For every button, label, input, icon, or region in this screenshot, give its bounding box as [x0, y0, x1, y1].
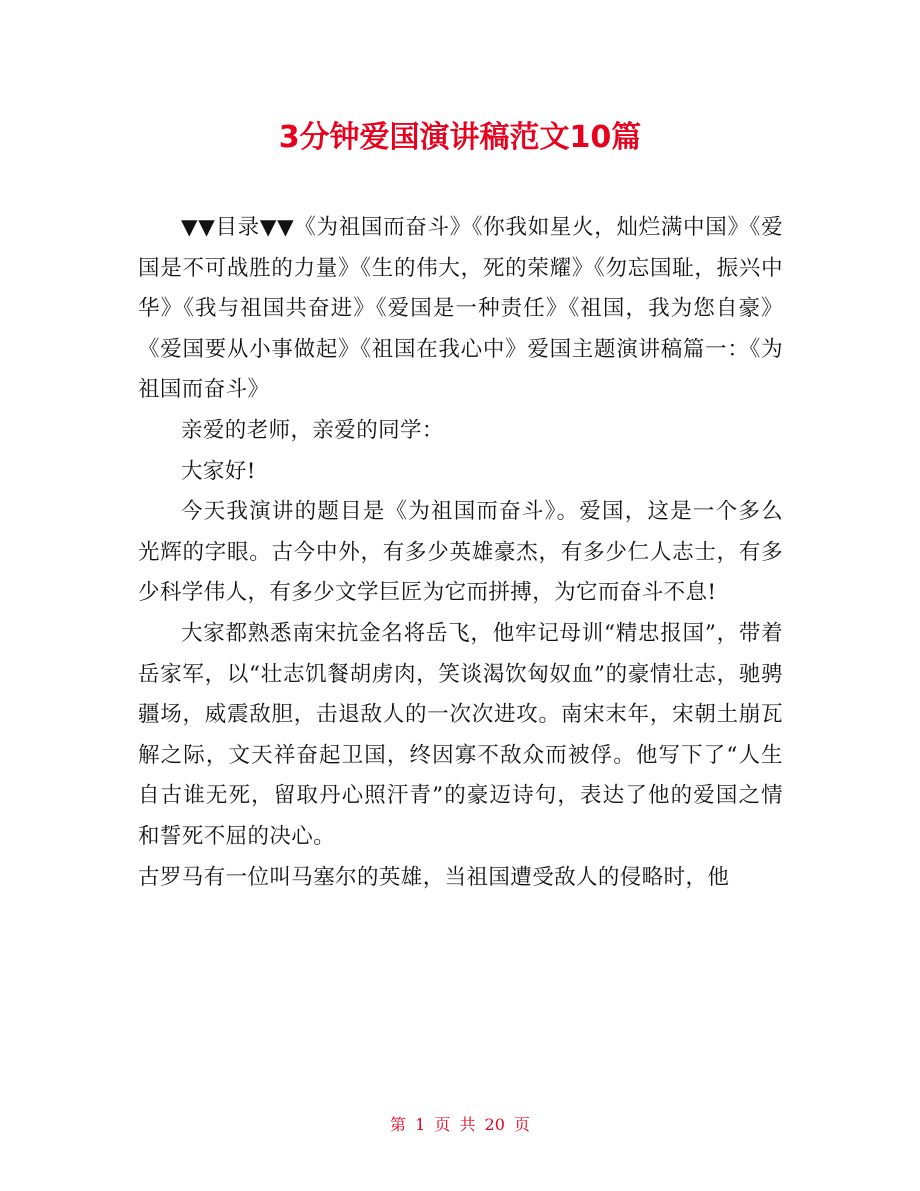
paragraph-toc: ▼▼目录▼▼《为祖国而奋斗》《你我如星火，灿烂满中国》《爱国是不可战胜的力量》《生的伟大，死的荣耀》《勿忘国耻，振兴中华》《我与祖国共奋进》《爱国是一种责任》《祖国，我为您自豪》《爱国要从小事做起》《祖国在我心中》爱国主题演讲稿篇一：《为祖国而奋斗》: [138, 215, 783, 403]
document-title: 3分钟爱国演讲稿范文10篇: [278, 120, 642, 155]
paragraph-marcel: 古罗马有一位叫马塞尔的英雄，当祖国遭受敌人的侵略时，他: [138, 864, 730, 890]
paragraph-salutation: 亲爱的老师，亲爱的同学：: [181, 417, 444, 443]
paragraph-greeting: 大家好!: [181, 458, 256, 484]
document-body: [138, 208, 783, 898]
paragraph-intro: 今天我演讲的题目是《为祖国而奋斗》。爱国，这是一个多么光辉的字眼。古今中外，有多少英雄豪杰，有多少仁人志士，有多少科学伟人，有多少文学巨匠为它而拼搏，为它而奋斗不息!: [138, 499, 783, 606]
paragraph-yuefei: 大家都熟悉南宋抗金名将岳飞，他牢记母训“精忠报国”，带着岳家军，以“壮志饥餐胡虏肉，笑谈渴饮匈奴血”的豪情壮志，驰骋疆场，威震敌胆，击退敌人的一次次进攻。南宋末年，宋朝土崩瓦解之际，文天祥奋起卫国，终因寡不敌众而被俘。他写下了“人生自古谁无死，留取丹心照汗青”的豪迈诗句，表达了他的爱国之情和誓死不屈的决心。: [138, 620, 783, 849]
page-footer: 第 1 页 共 20 页: [390, 1115, 530, 1134]
